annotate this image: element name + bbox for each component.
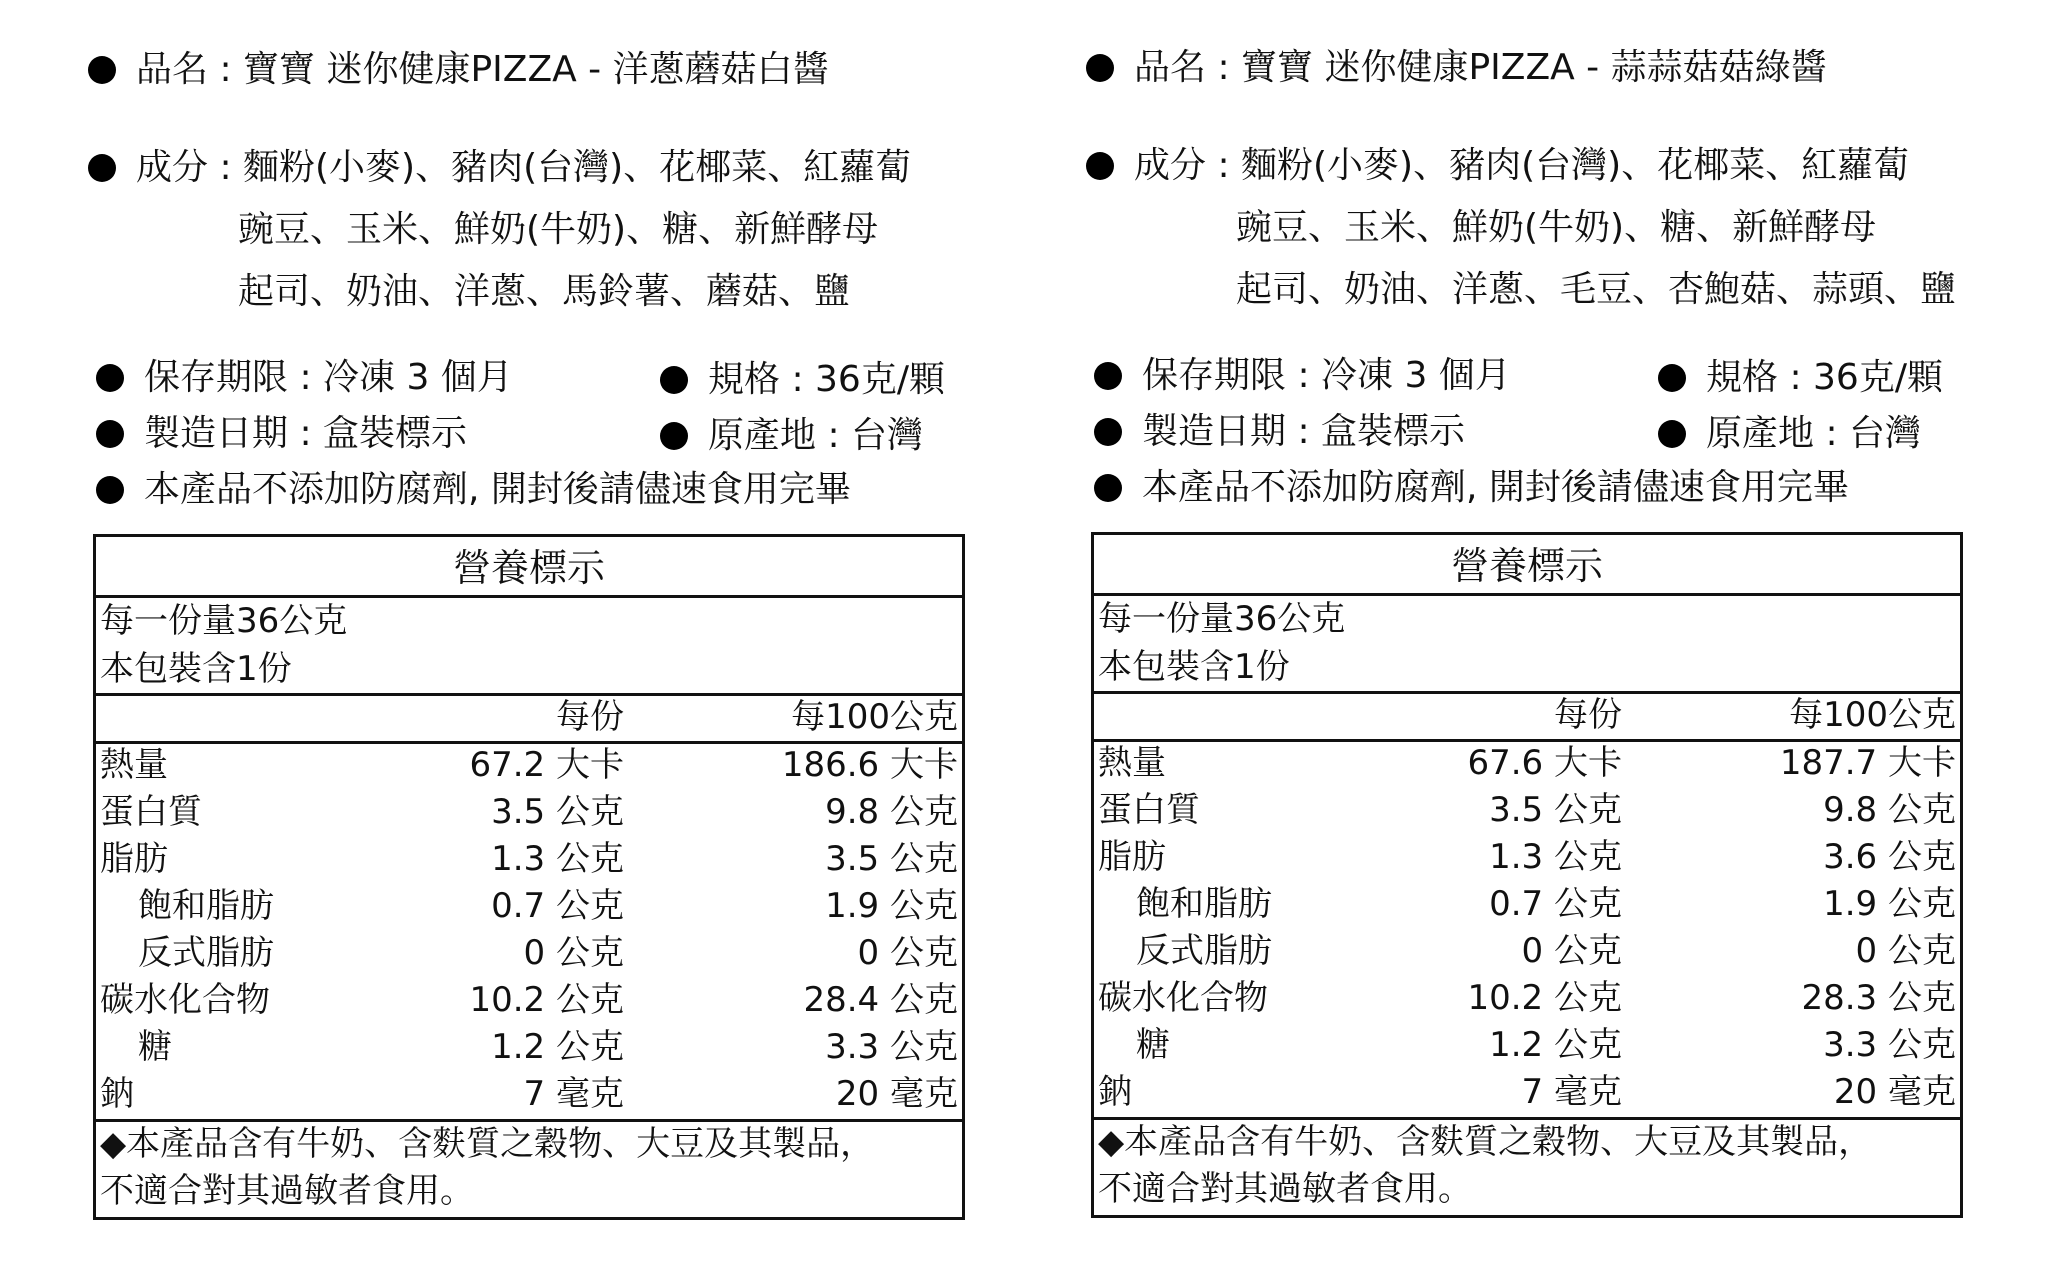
row-label-calories: 熱量 — [1098, 743, 1166, 783]
servings-per-package: 本包裝含1份 — [100, 649, 292, 689]
notice: 本產品不添加防腐劑, 開封後請儘速食用完畢 — [1142, 467, 1849, 508]
value-per-100g: 3.5 公克 — [825, 839, 958, 879]
allergen-line-2: 不適合對其過敏者食用。 — [100, 1171, 474, 1211]
value-per-serving: 3.5 公克 — [1489, 790, 1622, 830]
row-label-saturated-fat: 飽和脂肪 — [138, 886, 274, 926]
value-per-serving: 7 毫克 — [523, 1074, 624, 1114]
shelf-life-line — [96, 356, 513, 400]
value-per-100g: 28.4 公克 — [803, 980, 958, 1020]
bullet-icon — [1086, 152, 1114, 180]
nutrition-table — [1091, 532, 1963, 1218]
value-per-serving: 1.2 公克 — [1489, 1025, 1622, 1065]
col-header-per-100g: 每100公克 — [791, 697, 958, 737]
value-per-100g: 9.8 公克 — [1823, 790, 1956, 830]
product-label-right — [1086, 0, 2048, 1263]
servings-per-package: 本包裝含1份 — [1098, 647, 1290, 687]
bullet-icon — [1094, 474, 1122, 502]
shelf-life: 保存期限 : 冷凍 3 個月 — [144, 357, 513, 398]
bullet-icon — [1658, 420, 1686, 448]
notice-line — [1094, 466, 1849, 510]
bullet-icon — [96, 364, 124, 392]
spec-line — [1658, 356, 1943, 400]
value-per-100g: 187.7 大卡 — [1779, 743, 1956, 783]
bullet-icon — [660, 422, 688, 450]
divider — [1094, 593, 1960, 596]
value-per-100g: 9.8 公克 — [825, 792, 958, 832]
row-label-sodium: 鈉 — [100, 1074, 134, 1114]
value-per-serving: 3.5 公克 — [491, 792, 624, 832]
row-label-protein: 蛋白質 — [100, 792, 202, 832]
serving-size: 每一份量36公克 — [1098, 599, 1346, 639]
serving-size: 每一份量36公克 — [100, 601, 348, 641]
row-label-fat: 脂肪 — [1098, 837, 1166, 877]
divider — [96, 595, 962, 598]
allergen-line-1: ◆本產品含有牛奶、含麩質之穀物、大豆及其製品， — [100, 1124, 875, 1164]
bullet-icon — [96, 476, 124, 504]
row-label-sodium: 鈉 — [1098, 1072, 1132, 1112]
bullet-icon — [1658, 364, 1686, 392]
value-per-100g: 3.6 公克 — [1823, 837, 1956, 877]
row-label-calories: 熱量 — [100, 745, 168, 785]
mfg-date-line — [96, 412, 467, 456]
origin-line — [1658, 412, 1921, 456]
mfg-date: 製造日期 : 盒裝標示 — [1142, 411, 1466, 452]
ingredients-line — [1086, 144, 1909, 188]
ingredients-head: 成分 : 麵粉(小麥)、豬肉(台灣)、花椰菜、紅蘿蔔 — [1134, 145, 1910, 186]
ingredients-line-3: 起司、奶油、洋蔥、毛豆、杏鮑菇、蒜頭、鹽 — [1236, 269, 1957, 310]
ingredients-line-2: 豌豆、玉米、鮮奶(牛奶)、糖、新鮮酵母 — [1236, 207, 1877, 248]
ingredients-line — [88, 146, 911, 190]
value-per-serving: 1.2 公克 — [491, 1027, 624, 1067]
value-per-serving: 67.6 大卡 — [1467, 743, 1622, 783]
col-header-per-serving: 每份 — [556, 697, 624, 737]
nutrition-title: 營養標示 — [452, 546, 605, 590]
origin-line — [660, 414, 923, 458]
value-per-serving: 7 毫克 — [1521, 1072, 1622, 1112]
row-label-protein: 蛋白質 — [1098, 790, 1200, 830]
value-per-100g: 3.3 公克 — [825, 1027, 958, 1067]
row-label-sugar: 糖 — [138, 1027, 172, 1067]
row-label-trans-fat: 反式脂肪 — [138, 933, 274, 973]
row-label-carbohydrate: 碳水化合物 — [1098, 978, 1268, 1018]
value-per-100g: 1.9 公克 — [1823, 884, 1956, 924]
value-per-100g: 20 毫克 — [1833, 1072, 1956, 1112]
notice-line — [96, 468, 851, 512]
mfg-date-line — [1094, 410, 1465, 454]
value-per-100g: 186.6 大卡 — [781, 745, 958, 785]
origin: 原產地 : 台灣 — [708, 415, 924, 456]
row-label-sugar: 糖 — [1136, 1025, 1170, 1065]
shelf-life: 保存期限 : 冷凍 3 個月 — [1142, 355, 1511, 396]
ingredients-line-2: 豌豆、玉米、鮮奶(牛奶)、糖、新鮮酵母 — [238, 209, 879, 250]
allergen-line-2: 不適合對其過敏者食用。 — [1098, 1169, 1472, 1209]
product-label-left — [88, 0, 1068, 1263]
spec-line — [660, 358, 945, 402]
bullet-icon — [1094, 362, 1122, 390]
value-per-serving: 10.2 公克 — [469, 980, 624, 1020]
ingredients-head: 成分 : 麵粉(小麥)、豬肉(台灣)、花椰菜、紅蘿蔔 — [136, 147, 912, 188]
product-name: 品名 : 寶寶 迷你健康PIZZA - 蒜蒜菇菇綠醬 — [1134, 47, 1827, 88]
bullet-icon — [660, 366, 688, 394]
value-per-100g: 20 毫克 — [835, 1074, 958, 1114]
product-name-line — [88, 48, 829, 92]
value-per-100g: 28.3 公克 — [1801, 978, 1956, 1018]
mfg-date: 製造日期 : 盒裝標示 — [144, 413, 468, 454]
row-label-trans-fat: 反式脂肪 — [1136, 931, 1272, 971]
allergen-line-1: ◆本產品含有牛奶、含麩質之穀物、大豆及其製品， — [1098, 1122, 1873, 1162]
nutrition-title: 營養標示 — [1450, 544, 1603, 588]
col-header-per-serving: 每份 — [1554, 695, 1622, 735]
row-label-fat: 脂肪 — [100, 839, 168, 879]
value-per-serving: 0.7 公克 — [1489, 884, 1622, 924]
value-per-serving: 10.2 公克 — [1467, 978, 1622, 1018]
value-per-serving: 1.3 公克 — [491, 839, 624, 879]
notice: 本產品不添加防腐劑, 開封後請儘速食用完畢 — [144, 469, 851, 510]
origin: 原產地 : 台灣 — [1706, 413, 1922, 454]
col-header-per-100g: 每100公克 — [1789, 695, 1956, 735]
nutrition-table — [93, 534, 965, 1220]
value-per-serving: 0 公克 — [523, 933, 624, 973]
value-per-100g: 3.3 公克 — [1823, 1025, 1956, 1065]
bullet-icon — [96, 420, 124, 448]
ingredients-line-3: 起司、奶油、洋蔥、馬鈴薯、蘑菇、鹽 — [238, 271, 851, 312]
bullet-icon — [1094, 418, 1122, 446]
shelf-life-line — [1094, 354, 1511, 398]
product-name: 品名 : 寶寶 迷你健康PIZZA - 洋蔥蘑菇白醬 — [136, 49, 829, 90]
value-per-100g: 0 公克 — [1855, 931, 1956, 971]
bullet-icon — [88, 56, 116, 84]
bullet-icon — [88, 154, 116, 182]
row-label-saturated-fat: 飽和脂肪 — [1136, 884, 1272, 924]
value-per-100g: 1.9 公克 — [825, 886, 958, 926]
spec: 規格 : 36克/顆 — [708, 359, 945, 400]
value-per-serving: 1.3 公克 — [1489, 837, 1622, 877]
value-per-serving: 67.2 大卡 — [469, 745, 624, 785]
spec: 規格 : 36克/顆 — [1706, 357, 1943, 398]
product-name-line — [1086, 46, 1827, 90]
bullet-icon — [1086, 54, 1114, 82]
value-per-100g: 0 公克 — [857, 933, 958, 973]
row-label-carbohydrate: 碳水化合物 — [100, 980, 270, 1020]
value-per-serving: 0 公克 — [1521, 931, 1622, 971]
value-per-serving: 0.7 公克 — [491, 886, 624, 926]
